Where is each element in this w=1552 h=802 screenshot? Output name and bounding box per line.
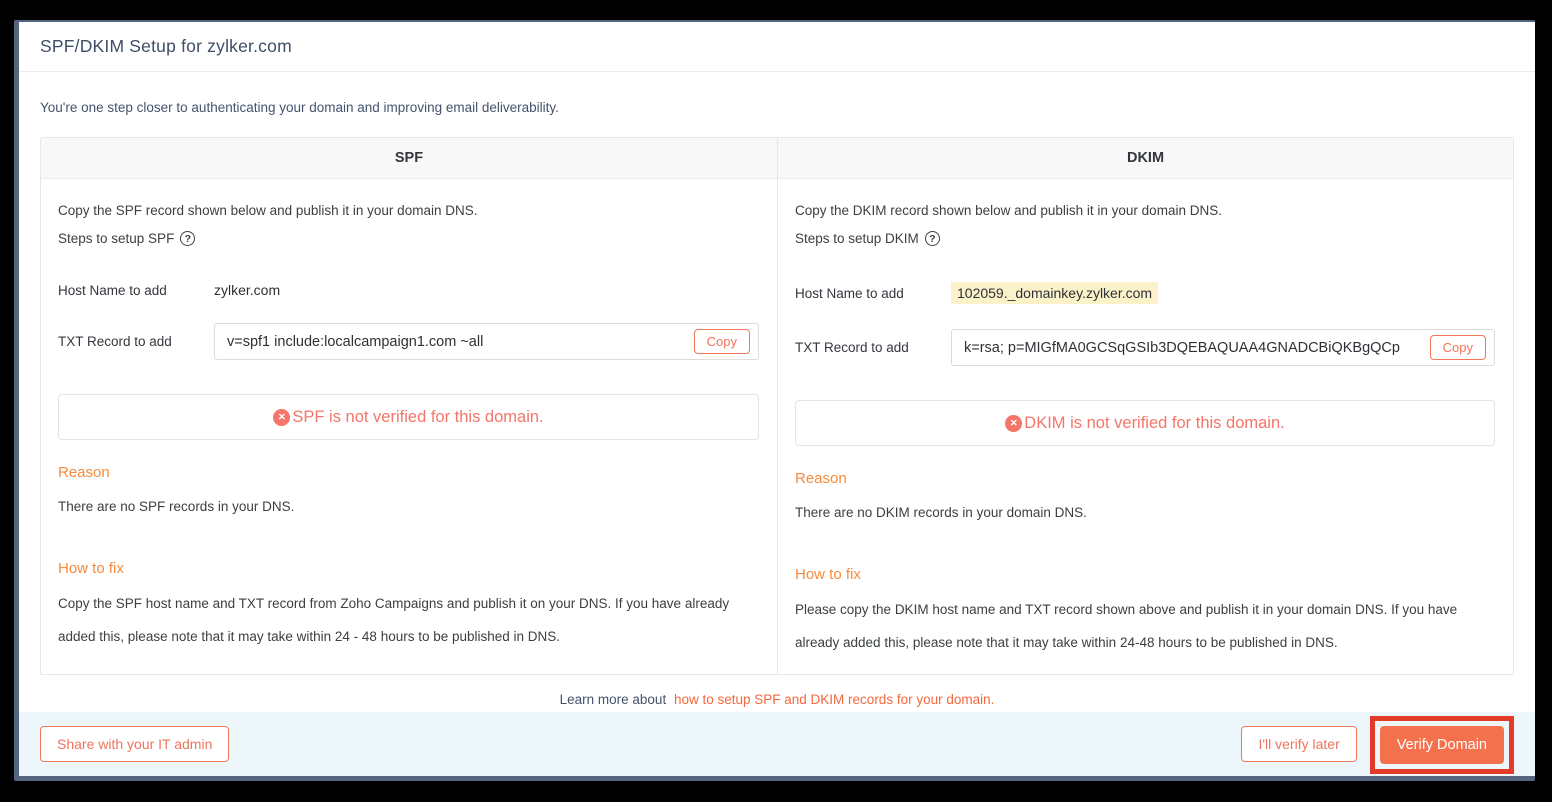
intro-text: You're one step closer to authenticating your domain and improving email deliverability. (40, 100, 559, 115)
dkim-steps-label: Steps to setup DKIM (795, 231, 919, 246)
spf-status-box (58, 394, 759, 440)
dkim-txt-record-input[interactable] (951, 329, 1495, 366)
help-icon[interactable]: ? (180, 231, 195, 246)
spf-txt-record-label: TXT Record to add (58, 334, 172, 349)
dkim-copy-instruction: Copy the DKIM record shown below and publish it in your domain DNS. (795, 203, 1222, 218)
dkim-host-name-label: Host Name to add (795, 285, 904, 301)
learn-more-link[interactable]: how to setup SPF and DKIM records for your domain. (673, 692, 995, 707)
spf-host-name-label: Host Name to add (58, 282, 167, 298)
help-icon[interactable]: ? (925, 231, 940, 246)
learn-more-prefix: Learn more about (559, 692, 667, 707)
dkim-how-to-fix-heading: How to fix (795, 566, 861, 583)
dkim-copy-button[interactable]: Copy (1430, 335, 1486, 360)
dkim-how-to-fix-text: Please copy the DKIM host name and TXT record shown above and publish it in your domain DNS. If you have already added this, please note that it may take within 24-48 hours to be published in DNS. (795, 602, 1458, 650)
share-it-admin-button[interactable]: Share with your IT admin (40, 726, 229, 762)
spf-reason-text: There are no SPF records in your DNS. (58, 499, 295, 514)
dialog-header (19, 22, 1535, 72)
page-title: SPF/DKIM Setup for zylker.com (40, 36, 292, 56)
dkim-reason-heading: Reason (795, 470, 847, 487)
spf-status-text: SPF is not verified for this domain. (292, 407, 544, 426)
spf-reason-heading: Reason (58, 464, 110, 481)
spf-how-to-fix-text: Copy the SPF host name and TXT record from Zoho Campaigns and publish it on your DNS. If you have already added this, please note that it may take within 24 - 48 hours to be published in DNS. (58, 596, 730, 644)
spf-column-header: SPF (41, 138, 777, 179)
dkim-txt-record-value: k=rsa; p=MIGfMA0GCSqGSIb3DQEBAQUAA4GNADCBiQKBgQCp (964, 339, 1400, 356)
verify-domain-button[interactable]: Verify Domain (1380, 726, 1504, 764)
error-icon: ✕ (273, 409, 290, 426)
dkim-host-name-value: 102059._domainkey.zylker.com (951, 282, 1158, 304)
spf-copy-button[interactable]: Copy (694, 329, 750, 354)
dkim-status-text: DKIM is not verified for this domain. (1024, 413, 1285, 432)
dkim-txt-record-label: TXT Record to add (795, 340, 909, 355)
dialog-body (19, 72, 1535, 712)
records-card (40, 137, 1514, 675)
dialog-footer (19, 712, 1535, 776)
error-icon: ✕ (1005, 415, 1022, 432)
dkim-column-header: DKIM (778, 138, 1513, 179)
spf-column (41, 138, 777, 674)
spf-host-name-value: zylker.com (214, 282, 281, 298)
dkim-status-box (795, 400, 1495, 446)
dkim-reason-text: There are no DKIM records in your domain DNS. (795, 505, 1087, 520)
spf-steps-label: Steps to setup SPF (58, 231, 175, 246)
verify-later-button[interactable]: I'll verify later (1241, 726, 1356, 762)
dkim-column (777, 138, 1513, 674)
spf-txt-record-value: v=spf1 include:localcampaign1.com ~all (227, 333, 484, 350)
spf-copy-instruction: Copy the SPF record shown below and publish it in your domain DNS. (58, 203, 478, 218)
spf-how-to-fix-heading: How to fix (58, 560, 124, 577)
verify-domain-highlight-box (1370, 716, 1514, 774)
spf-txt-record-input[interactable] (214, 323, 759, 360)
learn-more-line (40, 692, 1514, 707)
spf-dkim-setup-dialog (19, 22, 1535, 776)
